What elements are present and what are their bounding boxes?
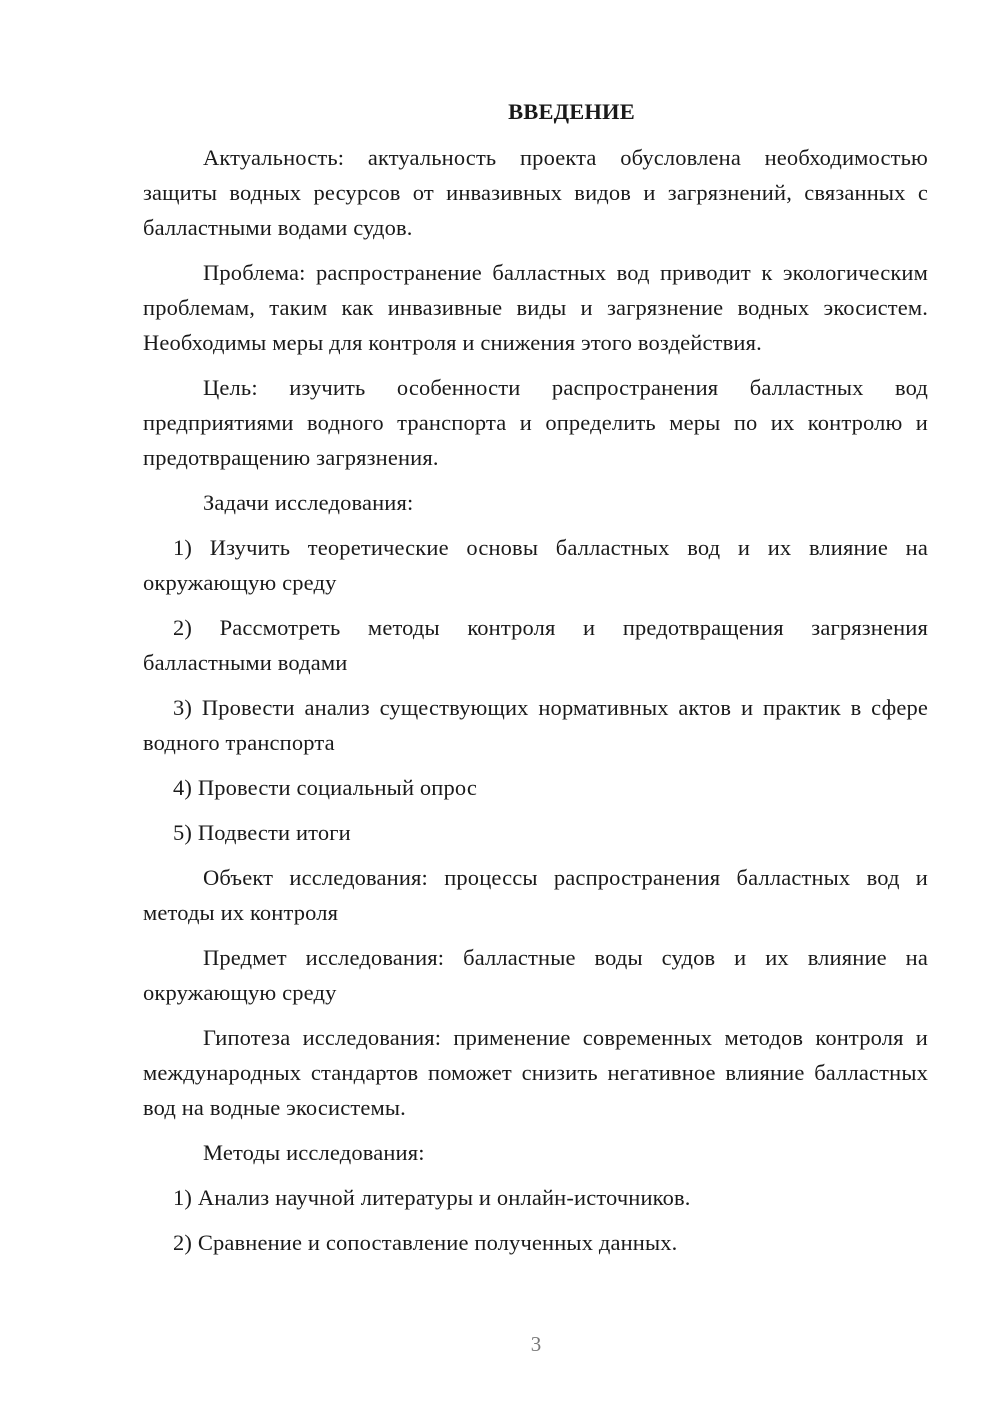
relevance-paragraph: Актуальность: актуальность проекта обусловлена необходимостью защиты водных ресурсов от инвазивных видов и загрязнений, связанных с балластными водами судов. <box>143 145 928 240</box>
document-page <box>143 94 928 1270</box>
section-title: ВВЕДЕНИЕ <box>508 99 635 124</box>
page-number: 3 <box>530 1332 542 1356</box>
hypothesis-paragraph: Гипотеза исследования: применение современных методов контроля и международных стандартов поможет снизить негативное влияние балластных вод на водные экосистемы. <box>143 1025 928 1120</box>
methods-heading: Методы исследования: <box>203 1140 425 1165</box>
goal-paragraph: Цель: изучить особенности распространения балластных вод предприятиями водного транспорта и определить меры по их контролю и предотвращению загрязнения. <box>143 375 928 470</box>
subject-paragraph: Предмет исследования: балластные воды судов и их влияние на окружающую среду <box>143 945 928 1005</box>
method-item-2: 2) Сравнение и сопоставление полученных данных. <box>173 1230 678 1255</box>
task-item-4: 4) Провести социальный опрос <box>173 775 477 800</box>
task-item-3: 3) Провести анализ существующих нормативных актов и практик в сфере водного транспорта <box>143 695 928 755</box>
tasks-heading: Задачи исследования: <box>203 490 414 515</box>
task-item-2: 2) Рассмотреть методы контроля и предотвращения загрязнения балластными водами <box>143 615 928 675</box>
task-item-1: 1) Изучить теоретические основы балластных вод и их влияние на окружающую среду <box>143 535 928 595</box>
method-item-1: 1) Анализ научной литературы и онлайн-источников. <box>173 1185 691 1210</box>
object-paragraph: Объект исследования: процессы распространения балластных вод и методы их контроля <box>143 865 928 925</box>
task-item-5: 5) Подвести итоги <box>173 820 351 845</box>
problem-paragraph: Проблема: распространение балластных вод приводит к экологическим проблемам, таким как инвазивные виды и загрязнение водных экосистем. Необходимы меры для контроля и снижения этого воздействия. <box>143 260 928 355</box>
